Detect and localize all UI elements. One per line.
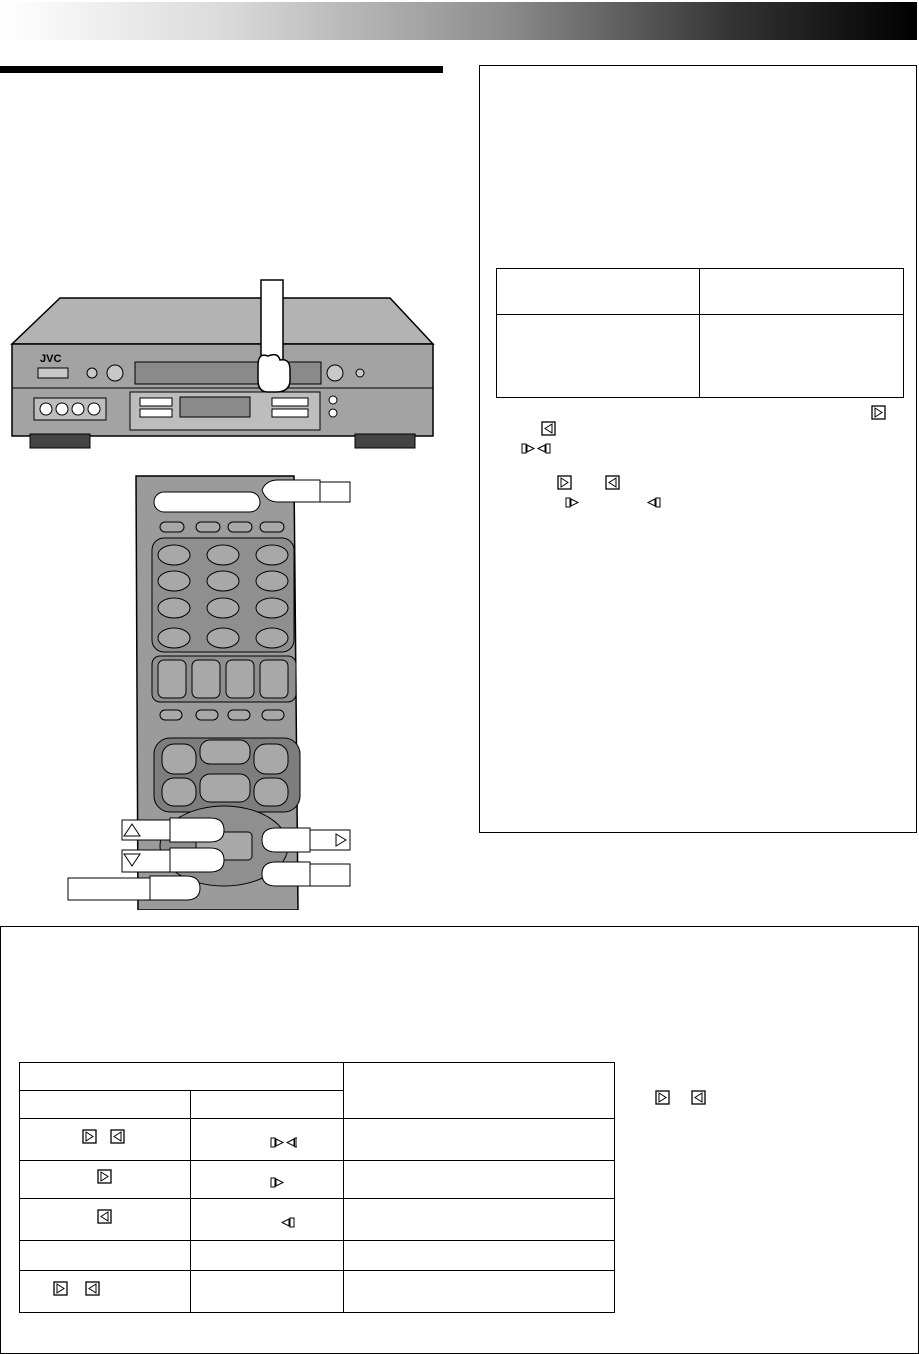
vcr-illustration [10, 276, 435, 456]
output-right-icon [54, 1282, 67, 1295]
vcr-brand-logo: JVC [40, 353, 62, 365]
output-left-icon [606, 476, 619, 489]
table-cell [343, 1241, 614, 1271]
table-header-group [20, 1063, 344, 1091]
table-cell [343, 1271, 614, 1313]
output-right-icon [558, 476, 571, 489]
table-cell [190, 1161, 343, 1199]
hifi-left-icon [282, 1218, 294, 1227]
hifi-icons [237, 1122, 297, 1152]
table-cell [497, 269, 700, 315]
output-left-icon [86, 1282, 99, 1295]
output-left-icon [692, 1091, 705, 1104]
hifi-right-icon [271, 1138, 283, 1147]
output-right-icon [872, 406, 885, 419]
table-cell [190, 1241, 343, 1271]
table-header-c [343, 1063, 614, 1119]
output-icons [90, 1209, 120, 1225]
table-cell [190, 1199, 343, 1241]
table-header-a [20, 1091, 191, 1119]
hifi-left-icon [538, 444, 550, 453]
hifi-right-icon [271, 1178, 283, 1187]
table-header-b [190, 1091, 343, 1119]
table-cell [343, 1119, 614, 1161]
table-cell [343, 1161, 614, 1199]
table-cell [190, 1119, 343, 1161]
output-icons [20, 1281, 100, 1297]
output-left-icon [111, 1130, 124, 1143]
table-cell [20, 1161, 191, 1199]
output-icons [90, 1169, 120, 1185]
table-row [20, 1199, 615, 1241]
remote-illustration [66, 470, 356, 910]
hifi-right-icon [566, 498, 578, 507]
table-cell [20, 1271, 191, 1313]
table-row [20, 1271, 615, 1313]
table-row [20, 1063, 615, 1091]
table-row [20, 1119, 615, 1161]
output-left-icon [98, 1210, 111, 1223]
table-row [20, 1241, 615, 1271]
table-cell [20, 1241, 191, 1271]
hifi-left-icon [648, 498, 660, 507]
table-row [497, 315, 904, 398]
table-cell [700, 269, 904, 315]
table-cell [20, 1199, 191, 1241]
hifi-icons [237, 1162, 297, 1192]
table-row [497, 269, 904, 315]
bottom-note-icons [654, 1089, 714, 1107]
right-table [496, 268, 904, 398]
hifi-right-icon [522, 444, 534, 453]
table-cell [20, 1119, 191, 1161]
output-icons [75, 1129, 135, 1145]
output-right-icon [83, 1130, 96, 1143]
table-cell [497, 315, 700, 398]
table-cell [700, 315, 904, 398]
table-cell [343, 1199, 614, 1241]
hifi-left-icon [287, 1138, 297, 1147]
hifi-icons [237, 1202, 297, 1232]
audio-mode-table [19, 1062, 615, 1313]
header-bar [2, 2, 917, 40]
output-left-icon [542, 422, 555, 435]
right-box-icons [496, 402, 906, 512]
output-right-icon [656, 1091, 669, 1104]
output-right-icon [98, 1170, 111, 1183]
table-row [20, 1161, 615, 1199]
table-cell [190, 1271, 343, 1313]
section-title-rule [0, 66, 443, 73]
